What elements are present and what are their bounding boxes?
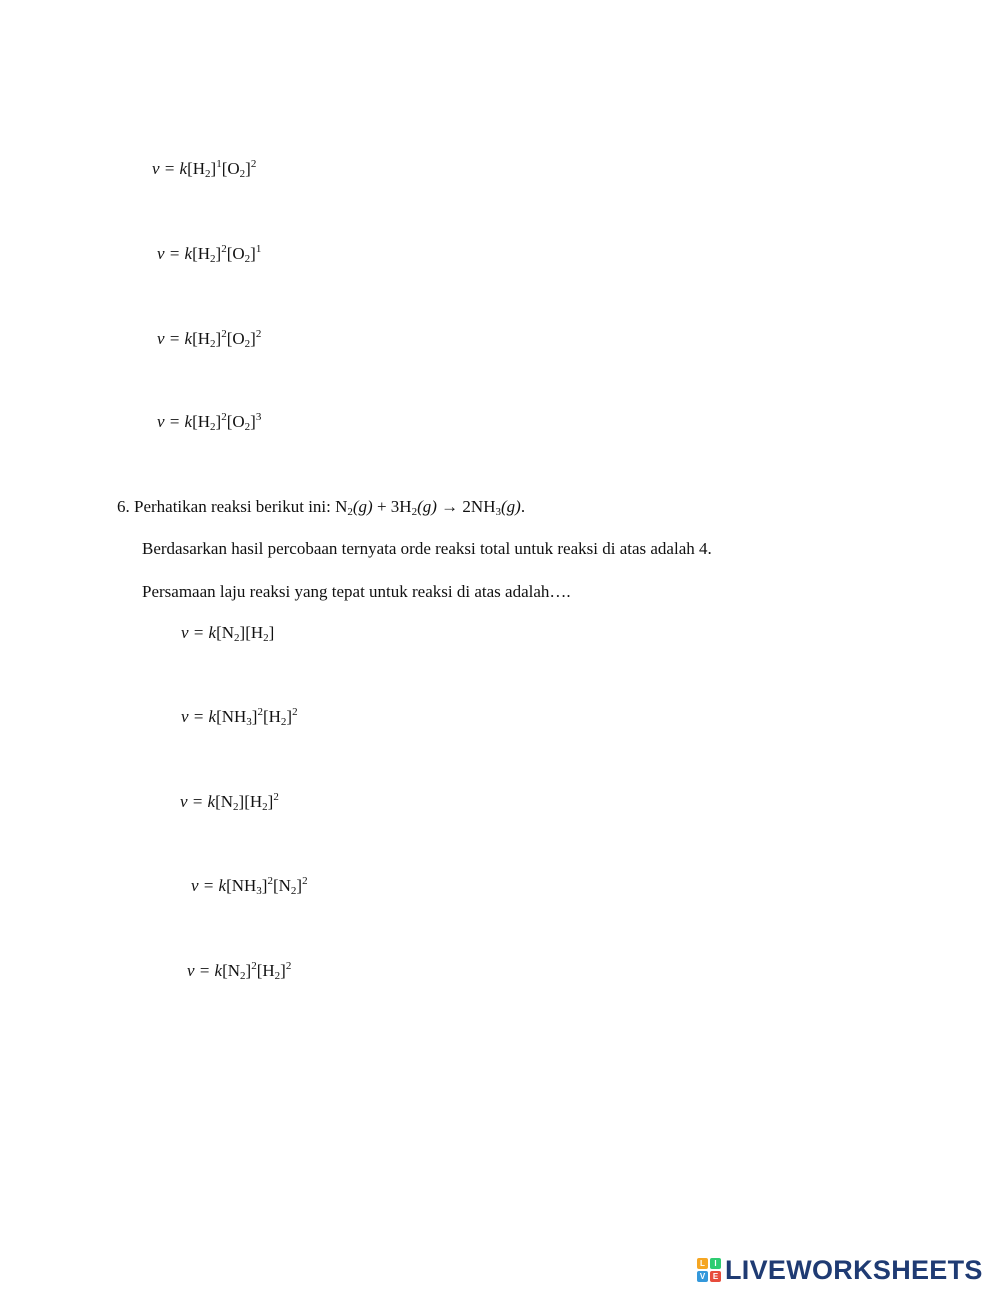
species-2: [H	[244, 792, 263, 811]
species-2-sub: 2	[244, 421, 251, 433]
species-2-sub: 2	[263, 632, 269, 644]
species-2-sub: 2	[274, 970, 281, 982]
species-1-sub: 2	[240, 970, 246, 982]
species-1-close: ]	[215, 244, 222, 263]
rate-symbol: v =	[187, 961, 215, 980]
species-2: [O	[226, 412, 245, 431]
species-2-order: 2	[255, 328, 262, 340]
species-2-order: 1	[255, 243, 262, 255]
species-2-sub: 2	[280, 716, 287, 728]
species-1-close: ]	[238, 792, 245, 811]
species-1-order: 2	[221, 411, 227, 423]
rate-symbol: v =	[181, 707, 209, 726]
species-2-close: ]	[250, 244, 256, 263]
species-2-order: 2	[285, 960, 292, 972]
species-2: [H	[245, 623, 264, 642]
species-2-order: 2	[302, 875, 308, 887]
rate-constant: k	[214, 961, 223, 980]
rate-symbol: v =	[191, 876, 219, 895]
h2-term: + 3H	[372, 497, 412, 516]
logo-block-e: E	[710, 1271, 721, 1282]
q6-option-3[interactable]	[180, 791, 279, 813]
rate-constant: k	[208, 707, 217, 726]
species-2-close: ]	[267, 792, 274, 811]
rate-constant: k	[207, 792, 216, 811]
species-2-sub: 2	[244, 338, 251, 350]
species-2-close: ]	[296, 876, 303, 895]
species-1-order: 2	[257, 706, 263, 718]
species-2-close: ]	[268, 623, 275, 642]
logo-block-v: V	[697, 1271, 708, 1282]
q6-statement: Berdasarkan hasil percobaan ternyata orde reaksi total untuk reaksi di atas adalah 4.	[142, 539, 712, 558]
species-1-sub: 3	[246, 716, 252, 728]
species-2-order: 3	[255, 411, 262, 423]
species-2-close: ]	[245, 159, 251, 178]
species-1-order: 2	[267, 875, 273, 887]
rate-constant: k	[218, 876, 227, 895]
species-1: [H	[192, 244, 211, 263]
species-1-order: 2	[221, 243, 227, 255]
species-1-sub: 2	[210, 338, 216, 350]
state-gas-3: (g)	[500, 497, 521, 516]
species-2: [O	[226, 329, 245, 348]
species-1: [H	[192, 412, 211, 431]
species-1: [NH	[226, 876, 257, 895]
species-2-close: ]	[250, 412, 256, 431]
species-1-order: 1	[216, 158, 222, 170]
species-1-close: ]	[210, 159, 217, 178]
rate-constant: k	[184, 412, 193, 431]
species-1: [N	[216, 623, 235, 642]
species-1-close: ]	[261, 876, 268, 895]
q6-prompt: Persamaan laju reaksi yang tepat untuk reaksi di atas adalah….	[142, 582, 571, 601]
species-2: [O	[221, 159, 240, 178]
species-1-close: ]	[245, 961, 252, 980]
species-2-order: 2	[292, 706, 298, 718]
q5-option-4[interactable]	[157, 411, 262, 433]
rate-symbol: v =	[180, 792, 208, 811]
species-1: [NH	[216, 707, 247, 726]
rate-constant: k	[184, 329, 193, 348]
species-2-order: 2	[250, 158, 257, 170]
species-1-close: ]	[251, 707, 258, 726]
species-2-sub: 2	[244, 253, 251, 265]
species-1-sub: 2	[210, 253, 216, 265]
species-2: [N	[272, 876, 291, 895]
period: .	[520, 497, 526, 516]
species-1-order: 2	[251, 960, 257, 972]
rate-constant: k	[184, 244, 193, 263]
species-1-sub: 2	[205, 168, 211, 180]
species-1-sub: 3	[256, 885, 262, 897]
q6-option-2[interactable]	[181, 706, 298, 728]
q5-option-2[interactable]	[157, 243, 262, 265]
q6-option-4[interactable]	[191, 875, 308, 897]
rate-symbol: v =	[157, 412, 185, 431]
species-1-sub: 2	[234, 632, 240, 644]
liveworksheets-logo	[697, 1254, 983, 1285]
species-2-sub: 2	[262, 801, 268, 813]
species-2: [H	[256, 961, 275, 980]
species-1-close: ]	[239, 623, 246, 642]
rate-constant: k	[179, 159, 188, 178]
species-1-close: ]	[215, 412, 222, 431]
rate-symbol: v =	[152, 159, 180, 178]
species-1-sub: 2	[233, 801, 239, 813]
q6-intro: 6. Perhatikan reaksi berikut ini: N	[117, 497, 348, 516]
species-1-sub: 2	[210, 421, 216, 433]
species-2-close: ]	[286, 707, 293, 726]
species-1-close: ]	[215, 329, 222, 348]
species-1: [N	[222, 961, 241, 980]
rate-symbol: v =	[157, 329, 185, 348]
species-2-sub: 2	[239, 168, 246, 180]
rate-symbol: v =	[181, 623, 209, 642]
reaction-arrow: → 2NH	[436, 497, 496, 516]
q6-option-5[interactable]	[187, 960, 292, 982]
q6-question	[117, 497, 526, 518]
nh3-sub: 3	[495, 506, 501, 518]
species-1: [N	[215, 792, 234, 811]
species-2-sub: 2	[290, 885, 297, 897]
q5-option-1[interactable]	[152, 158, 257, 180]
state-gas-1: (g)	[352, 497, 373, 516]
q6-option-1[interactable]	[181, 623, 275, 644]
h2-sub: 2	[411, 506, 418, 518]
species-1: [H	[187, 159, 206, 178]
q5-option-3[interactable]	[157, 328, 262, 350]
logo-block-i: I	[710, 1258, 721, 1269]
species-1-order: 2	[221, 328, 227, 340]
logo-block-l: L	[697, 1258, 708, 1269]
species-2-order: 2	[273, 791, 279, 803]
species-2-close: ]	[250, 329, 256, 348]
n2-sub: 2	[347, 506, 353, 518]
species-2: [H	[262, 707, 281, 726]
species-2-close: ]	[280, 961, 286, 980]
state-gas-2: (g)	[417, 497, 437, 516]
logo-blocks-icon	[697, 1258, 721, 1282]
species-2: [O	[226, 244, 245, 263]
rate-symbol: v =	[157, 244, 185, 263]
rate-constant: k	[208, 623, 217, 642]
logo-text: LIVEWORKSHEETS	[725, 1254, 983, 1285]
species-1: [H	[192, 329, 211, 348]
